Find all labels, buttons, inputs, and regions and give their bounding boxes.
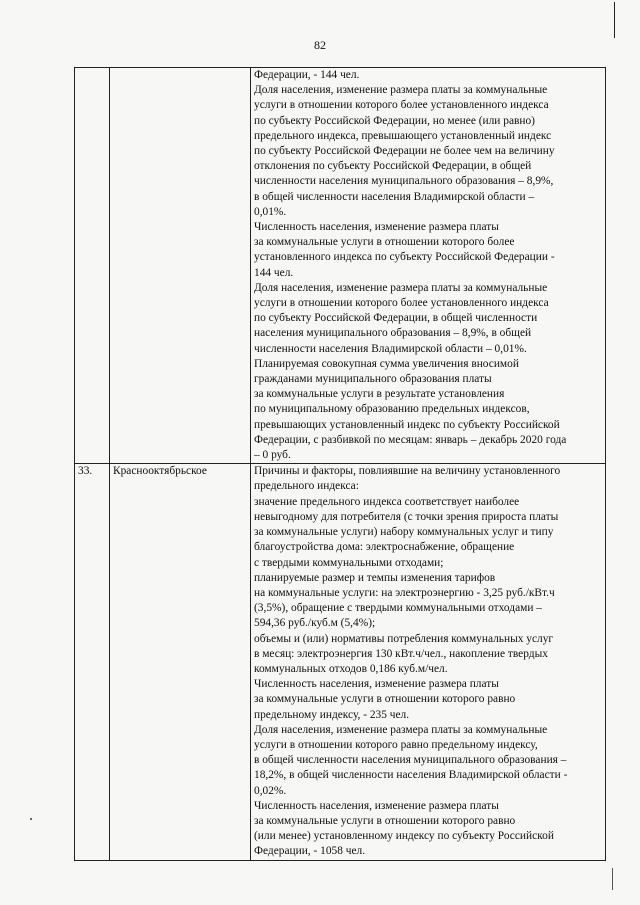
text-line: значение предельного индекса соответствует наиболее — [254, 495, 520, 508]
text-line: 144 чел. — [254, 266, 294, 279]
text-line: услуги в отношении которого более установленного индекса — [254, 99, 549, 112]
text-line: за коммунальные услуги в отношении которого более — [254, 236, 515, 249]
scan-edge-mark-bottom — [612, 868, 613, 890]
text-line: Федерации, - 1058 чел. — [254, 845, 366, 858]
municipality-name-cell — [110, 68, 251, 464]
text-line: Численность населения, изменение размера платы — [254, 221, 499, 234]
text-line: Численность населения, изменение размера платы — [254, 678, 499, 691]
scan-speck — [30, 818, 32, 820]
text-line: населения муниципального образования – 8,9%, в общей — [254, 327, 532, 340]
text-line: 594,36 руб./куб.м (5,4%); — [254, 617, 376, 630]
text-line: Доля населения, изменение размера платы за коммунальные — [254, 723, 548, 736]
table-row — [75, 464, 606, 860]
page-number: 82 — [314, 38, 326, 52]
text-line: с твердыми коммунальными отходами; — [254, 556, 444, 569]
text-line: коммунальных отходов 0,186 куб.м/чел. — [254, 662, 448, 675]
text-line: гражданами муниципального образования платы — [254, 373, 492, 386]
text-line: 0,01%. — [254, 205, 287, 218]
text-line: объемы и (или) нормативы потребления коммунальных услуг — [254, 632, 554, 645]
text-line: Доля населения, изменение размера платы за коммунальные — [254, 281, 548, 294]
text-line: невыгодному для потребителя (с точки зрения прироста платы — [254, 510, 559, 523]
text-line: – 0 руб. — [254, 449, 291, 462]
text-line: услуги в отношении которого равно предельному индексу, — [254, 738, 538, 751]
text-line: за коммунальные услуги) набору коммунальных услуг и типу — [254, 526, 554, 539]
document-table — [74, 67, 606, 861]
table-row — [75, 68, 606, 464]
text-line: предельного индекса, превышающего установленный индекс — [254, 129, 552, 142]
text-line: отклонения по субъекту Российской Федерации, в общей — [254, 160, 532, 173]
row-number-cell: 33. — [75, 464, 110, 860]
text-line: предельного индекса: — [254, 480, 359, 493]
municipality-name-cell: Краснооктябрьское — [110, 464, 251, 860]
text-line: (3,5%), обращение с твердыми коммунальными отходами – — [254, 602, 542, 615]
text-line: по субъекту Российской Федерации не более чем на величину — [254, 145, 555, 158]
row-number-cell — [75, 68, 110, 464]
description-cell — [251, 464, 606, 860]
text-line: Численность населения, изменение размера платы — [254, 799, 499, 812]
text-line: в общей численности населения Владимирской области – — [254, 190, 535, 203]
text-line: по субъекту Российской Федерации, в общей численности — [254, 312, 538, 325]
text-line: планируемые размер и темпы изменения тарифов — [254, 571, 496, 584]
text-line: в общей численности населения муниципального образования – — [254, 754, 567, 767]
text-line: Федерации, с разбивкой по месяцам: январь – декабрь 2020 года — [254, 433, 567, 446]
text-line: по субъекту Российской Федерации, но менее (или равно) — [254, 114, 535, 127]
text-line: Планируемая совокупная сумма увеличения вносимой — [254, 357, 519, 370]
description-cell — [251, 68, 606, 464]
text-line: (или менее) установленному индексу по субъекту Российской — [254, 830, 554, 843]
text-line: услуги в отношении которого более установленного индекса — [254, 297, 549, 310]
text-line: 0,02%. — [254, 784, 287, 797]
text-line: на коммунальные услуги: на электроэнергию - 3,25 руб./кВт.ч — [254, 586, 555, 599]
text-line: за коммунальные услуги в отношении которого равно — [254, 814, 516, 827]
text-line: Федерации, - 144 чел. — [254, 69, 360, 81]
text-line: Доля населения, изменение размера платы за коммунальные — [254, 84, 548, 97]
text-line: численности населения муниципального образования – 8,9%, — [254, 175, 554, 188]
text-line: предельному индексу, - 235 чел. — [254, 708, 410, 721]
text-line: численности населения Владимирской области – 0,01%. — [254, 342, 527, 355]
text-line: установленного индекса по субъекту Российской Федерации - — [254, 251, 555, 264]
text-line: 18,2%, в общей численности населения Владимирской области - — [254, 769, 568, 782]
text-line: Причины и факторы, повлиявшие на величину установленного — [254, 465, 561, 478]
text-line: по муниципальному образованию предельных индексов, — [254, 403, 530, 416]
text-line: благоустройства дома: электроснабжение, обращение — [254, 541, 515, 554]
scan-edge-mark-top — [614, 2, 615, 38]
text-line: превышающих установленный индекс по субъекту Российской — [254, 418, 560, 431]
text-line: за коммунальные услуги в отношении которого равно — [254, 693, 516, 706]
text-line: за коммунальные услуги в результате установления — [254, 388, 505, 401]
text-line: в месяц: электроэнергия 130 кВт.ч/чел., накопление твердых — [254, 647, 548, 660]
